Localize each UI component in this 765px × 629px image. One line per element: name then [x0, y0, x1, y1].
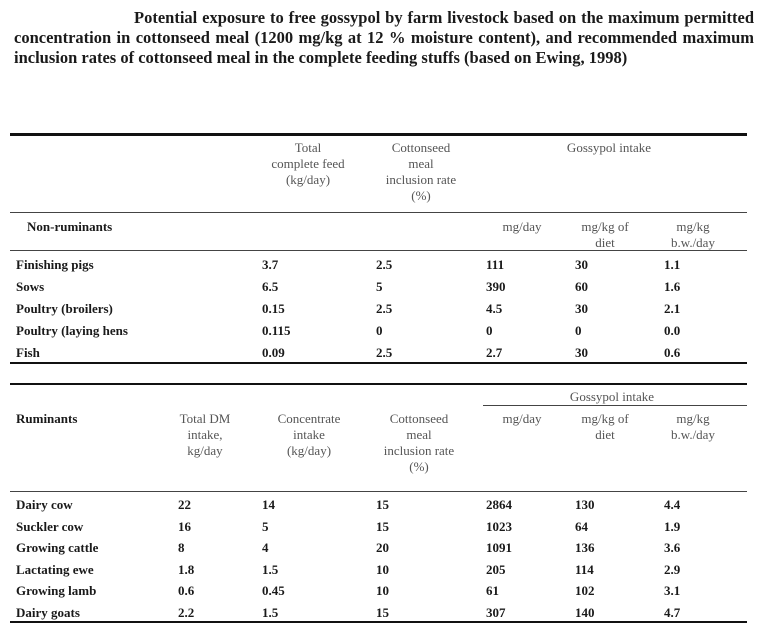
- table-cell: 0.09: [262, 345, 285, 360]
- table-cell: 8: [178, 540, 185, 555]
- group-label-non-ruminants: Non-ruminants: [27, 219, 113, 234]
- table-cell: 390: [486, 279, 506, 294]
- table-cell: 60: [575, 279, 588, 294]
- table-cell: 2.5: [376, 345, 393, 360]
- table-cell: 111: [486, 257, 505, 272]
- header-inclusion-rate: inclusion rate: [383, 443, 455, 458]
- table-cell: 4: [262, 540, 269, 555]
- table1-top-rule: [10, 133, 747, 136]
- header-mg-kg-bw: b.w./day: [671, 235, 715, 250]
- table-cell: 1.5: [262, 604, 279, 620]
- table-cell: 3.1: [664, 583, 681, 598]
- header-inclusion-rate: (%): [409, 459, 429, 474]
- header-inclusion-rate: Cottonseed: [389, 411, 449, 426]
- header-gossypol-intake: Gossypol intake: [569, 389, 655, 404]
- table-cell: 64: [575, 518, 588, 534]
- table-cell: 205: [486, 561, 506, 577]
- header-total-feed: Total: [294, 140, 322, 155]
- table-cell: 30: [575, 345, 588, 360]
- table-cell: 1.5: [262, 561, 279, 577]
- header-dm-intake: intake,: [187, 427, 223, 442]
- table1-header-rule: [10, 212, 747, 213]
- table-cell: 1023: [486, 518, 512, 534]
- row-label: Dairy goats: [16, 604, 80, 620]
- table-cell: 2.9: [664, 561, 681, 577]
- header-mg-kg-diet: mg/kg of: [581, 219, 629, 234]
- header-gossypol-intake: Gossypol intake: [566, 140, 652, 155]
- table-cell: 20: [376, 540, 389, 555]
- header-concentrate-intake: (kg/day): [286, 443, 332, 458]
- header-mg-kg-bw: mg/kg: [676, 219, 710, 234]
- header-mg-kg-diet: mg/kg of: [581, 411, 629, 426]
- table-cell: 140: [575, 604, 595, 620]
- table-cell: 3.6: [664, 540, 681, 555]
- table-cell: 130: [575, 497, 595, 512]
- header-inclusion-rate: inclusion rate: [385, 172, 457, 187]
- row-label: Poultry (laying hens: [16, 323, 128, 338]
- table-cell: 307: [486, 604, 506, 620]
- header-mg-kg-diet: diet: [595, 427, 615, 442]
- table2-gossypol-rule: [483, 405, 747, 406]
- table-cell: 102: [575, 583, 595, 598]
- group-label-ruminants: Ruminants: [16, 411, 78, 426]
- table-cell: 16: [178, 518, 191, 534]
- table2-header-rule: [10, 491, 747, 492]
- header-concentrate-intake: Concentrate: [277, 411, 341, 426]
- header-mg-kg-bw: mg/kg: [676, 411, 710, 426]
- header-inclusion-rate: meal: [406, 427, 432, 442]
- row-label: Dairy cow: [16, 497, 73, 512]
- table-cell: 0: [486, 323, 493, 338]
- table-cell: 2.1: [664, 301, 681, 316]
- table-cell: 5: [262, 518, 269, 534]
- header-concentrate-intake: intake: [293, 427, 325, 442]
- table-cell: 0.0: [664, 323, 681, 338]
- table-cell: 1.8: [178, 561, 195, 577]
- header-mg-day: mg/day: [502, 411, 542, 426]
- table-cell: 5: [376, 279, 383, 294]
- table-cell: 10: [376, 583, 389, 598]
- table-cell: 15: [376, 604, 389, 620]
- table-cell: 30: [575, 301, 588, 316]
- table1-sub-rule: [10, 250, 747, 251]
- row-label: Finishing pigs: [16, 257, 94, 272]
- table-cell: 30: [575, 257, 588, 272]
- table-cell: 15: [376, 518, 389, 534]
- table-cell: 0.6: [664, 345, 681, 360]
- table1-bottom-rule: [10, 362, 747, 364]
- table-cell: 136: [575, 540, 595, 555]
- header-mg-day: mg/day: [502, 219, 542, 234]
- table-cell: 2.2: [178, 604, 195, 620]
- header-inclusion-rate: Cottonseed: [391, 140, 451, 155]
- table-cell: 0: [376, 323, 383, 338]
- table-cell: 61: [486, 583, 499, 598]
- row-label: Lactating ewe: [16, 561, 94, 577]
- table-cell: 0: [575, 323, 582, 338]
- header-total-feed: (kg/day): [285, 172, 331, 187]
- table-cell: 1.1: [664, 257, 681, 272]
- table-cell: 2.7: [486, 345, 503, 360]
- row-label: Poultry (broilers): [16, 301, 113, 316]
- table-caption: Potential exposure to free gossypol by farm livestock based on the maximum permitted concentration in cottonseed meal (1200 mg/kg at 12 % moisture content), and recommended maximum inclusion rates of cottonseed meal in the complete feeding stuffs (based on Ewing, 1998): [14, 8, 754, 67]
- row-label: Suckler cow: [16, 518, 84, 534]
- header-inclusion-rate: meal: [408, 156, 434, 171]
- table-cell: 0.15: [262, 301, 285, 316]
- table-cell: 114: [575, 561, 594, 577]
- table-cell: 0.45: [262, 583, 285, 598]
- table-cell: 3.7: [262, 257, 279, 272]
- header-dm-intake: kg/day: [187, 443, 223, 458]
- table-cell: 22: [178, 497, 191, 512]
- header-mg-kg-bw: b.w./day: [671, 427, 715, 442]
- table-cell: 14: [262, 497, 275, 512]
- table2-top-rule: [10, 383, 747, 385]
- table-cell: 4.7: [664, 604, 681, 620]
- table-cell: 0.6: [178, 583, 195, 598]
- table-cell: 2.5: [376, 257, 393, 272]
- row-label: Sows: [16, 279, 45, 294]
- row-label: Growing cattle: [16, 540, 99, 555]
- table-cell: 4.4: [664, 497, 681, 512]
- table-cell: 1091: [486, 540, 512, 555]
- header-dm-intake: Total DM: [179, 411, 231, 426]
- table-cell: 10: [376, 561, 389, 577]
- table-cell: 1.6: [664, 279, 681, 294]
- table-cell: 1.9: [664, 518, 681, 534]
- header-total-feed: complete feed: [271, 156, 345, 171]
- row-label: Growing lamb: [16, 583, 97, 598]
- table2-bottom-rule: [10, 621, 747, 623]
- table-cell: 0.115: [262, 323, 291, 338]
- table-cell: 4.5: [486, 301, 503, 316]
- row-label: Fish: [16, 345, 40, 360]
- header-mg-kg-diet: diet: [595, 235, 615, 250]
- header-inclusion-rate: (%): [411, 188, 431, 203]
- table-cell: 15: [376, 497, 389, 512]
- table-cell: 2864: [486, 497, 512, 512]
- table-cell: 2.5: [376, 301, 393, 316]
- table-cell: 6.5: [262, 279, 279, 294]
